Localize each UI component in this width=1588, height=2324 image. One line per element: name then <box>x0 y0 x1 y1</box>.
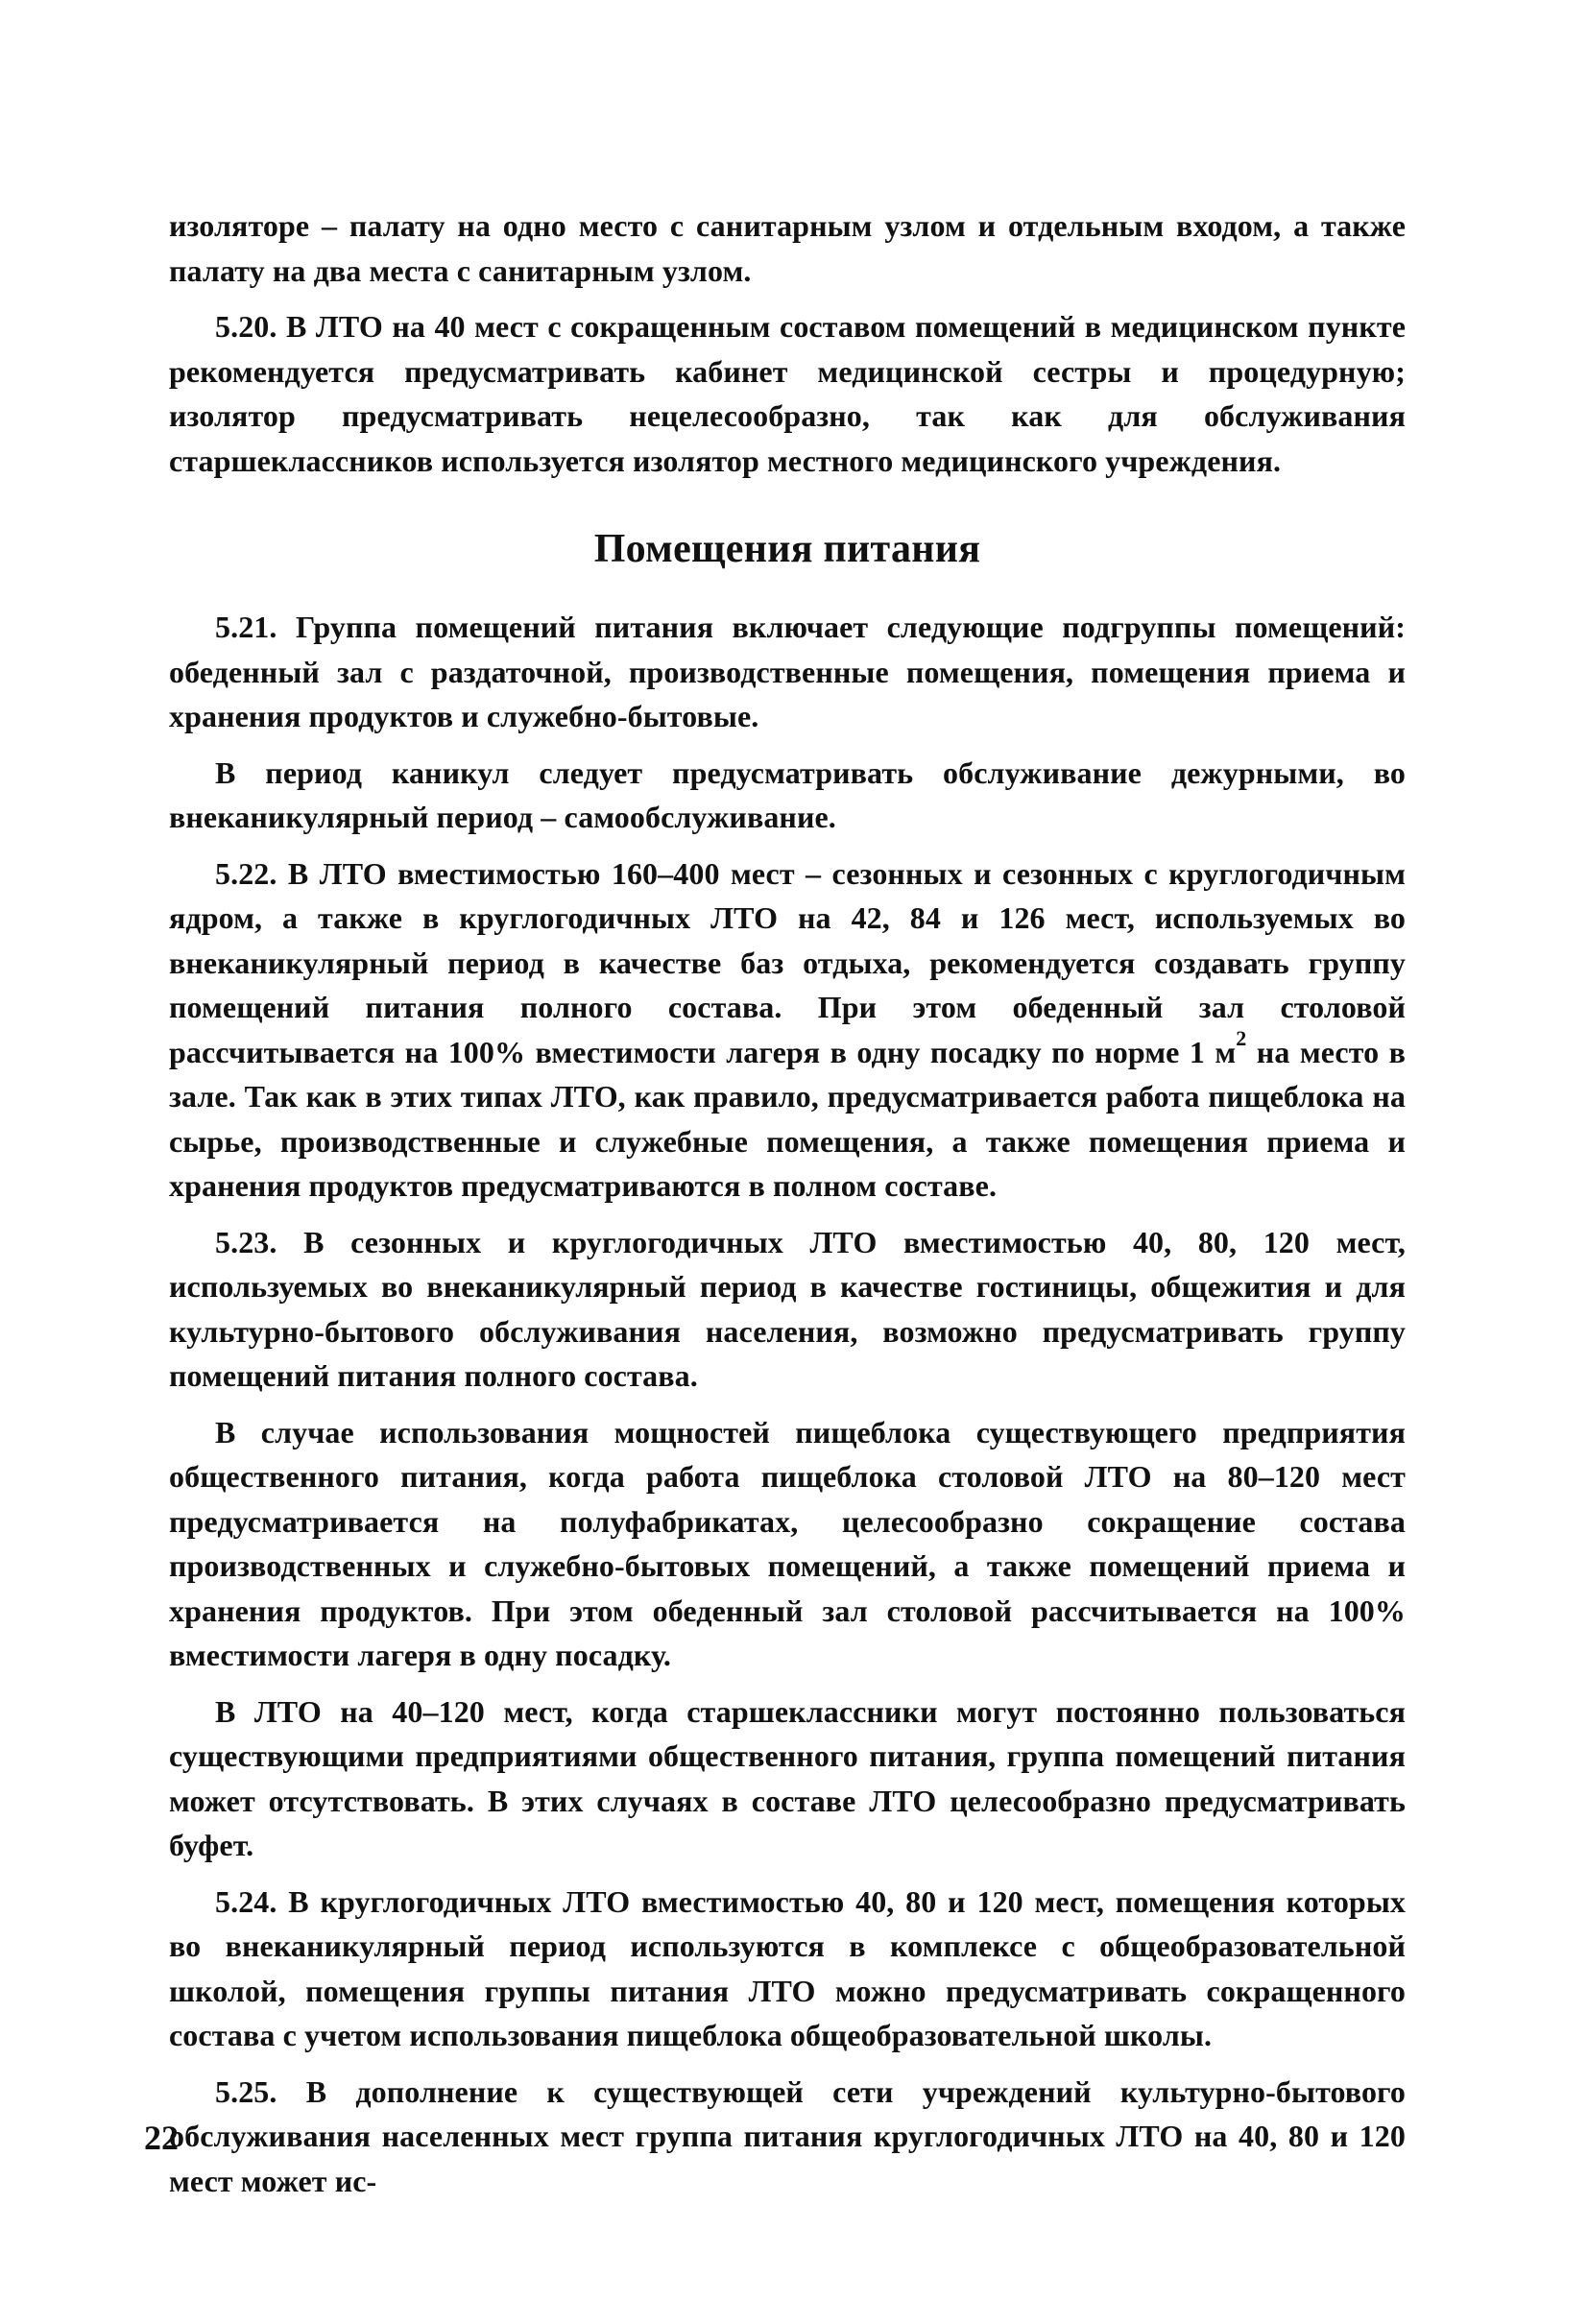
clause-text: Группа помещений питания включает следующие подгруппы помещений: обеденный зал с раздаточной, производственные помещения, помещения приема и хранения продуктов и служебно-бытовые. <box>169 610 1406 733</box>
clause-number: 5.21. <box>215 610 277 644</box>
clause-text: В круглогодичных ЛТО вместимостью 40, 80 и 120 мест, помещения которых во внеканикулярный период используются в комплексе с общеобразовательной школой, помещения группы питания ЛТО можно предусматривать сокращенного состава с учетом использования пищеблока общеобразовательной школы. <box>169 1883 1406 2052</box>
clause-number: 5.24. <box>215 1883 277 1919</box>
paragraph-5-25 <box>169 2070 1406 2204</box>
section-title: Помещения питания <box>593 527 981 571</box>
paragraph-5-20 <box>169 304 1406 483</box>
clause-number: 5.23. <box>215 1224 277 1259</box>
paragraph-5-21 <box>169 605 1406 739</box>
paragraph-5-21-b: В период каникул следует предусматривать обслуживание дежурными, во внеканикулярный период – самообслуживание. <box>169 755 1406 834</box>
clause-text: В ЛТО вместимостью 160–400 мест – сезонных и сезонных с круглогодичным ядром, а также в круглогодичных ЛТО на 42, 84 и 126 мест, используемых во внеканикулярный период в качестве баз отдыха, рекомендуется создавать группу помещений питания полного состава. При этом обеденный зал столовой рассчитывается на 100% вместимости лагеря в одну посадку по норме 1 м <box>169 855 1407 1069</box>
clause-text: В дополнение к существующей сети учреждений культурно-бытового обслуживания населенных мест группа питания круглогодичных ЛТО на 40, 80 и 120 мест может ис- <box>169 2073 1406 2198</box>
main-text-block <box>169 605 1406 2203</box>
clause-text: В ЛТО на 40 мест с сокращенным составом помещений в медицинском пункте рекомендуется предусматривать кабинет медицинской сестры и процедурную; изолятор предусматривать нецелесообразно, так как для обслуживания старшеклассников используется изолятор местного медицинского учреждения. <box>169 309 1406 478</box>
clause-number: 5.25. <box>215 2073 277 2109</box>
paragraph-5-24 <box>169 1880 1406 2058</box>
clause-number: 5.22. <box>215 855 277 891</box>
clause-text-cont: на место в зале. Так как в этих типах ЛТО, как правило, предусматривается работа пищеблока на сырье, производственные и служебные помещения, а также помещения приема и хранения продуктов предусматриваются в полном составе. <box>169 1034 1406 1203</box>
paragraph-5-23 <box>169 1220 1406 1399</box>
superscript: 2 <box>1236 1025 1247 1050</box>
paragraph-5-23-b: В случае использования мощностей пищеблока существующего предприятия общественного питания, когда работа пищеблока столовой ЛТО на 80–120 мест предусматривается на полуфабрикатах, целесообразно сокращение состава производственных и служебно-бытовых помещений, а также помещений приема и хранения продуктов. При этом обеденный зал столовой рассчитывается на 100% вместимости лагеря в одну посадку. <box>169 1414 1406 1672</box>
page-number: 22 <box>144 2119 179 2157</box>
clause-number: 5.20. <box>215 309 277 344</box>
top-text-block <box>169 204 1406 483</box>
clause-text: В сезонных и круглогодичных ЛТО вместимостью 40, 80, 120 мест, используемых во внеканикулярный период в качестве гостиницы, общежития и для культурно-бытового обслуживания населения, возможно предусматривать группу помещений питания полного состава. <box>169 1224 1406 1393</box>
paragraph-continuation: изоляторе – палату на одно место с санитарным узлом и отдельным входом, а также палату на два места с санитарным узлом. <box>169 208 1406 288</box>
paragraph-5-23-c: В ЛТО на 40–120 мест, когда старшеклассники могут постоянно пользоваться существующими предприятиями общественного питания, группа помещений питания может отсутствовать. В этих случаях в составе ЛТО целесообразно предусматривать буфет. <box>169 1693 1406 1862</box>
paragraph-5-22 <box>169 851 1406 1209</box>
